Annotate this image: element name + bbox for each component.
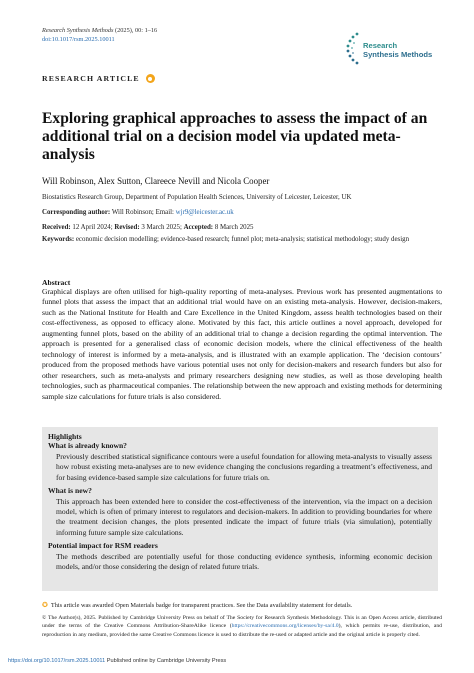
accepted-date: 8 March 2025	[213, 224, 254, 231]
abstract-text: Graphical displays are often utilised for high-quality reporting of meta-analyses. Previous work has presented augmentations to funnel plots that assess the impact that an additional trial would have on an existing meta-analysis. However, decision-makers, such as the National Institute for Health and Care Excellence in the United Kingdom, assess health technologies based on their cost-effectiveness, as opposed to efficacy alone. Motivated by this fact, this article outlines a novel approach, developed for augmenting funnel plots, based on the ability of an additional trial to change a decision regarding the optimal intervention. The approach is presented for a generalised class of economic decision models, where the clinical effectiveness of the health technology of interest is informed by a meta-analysis, and is illustrated with an example application. The ‘decision contours’ produced from the proposed methods have various potential uses not only for decision-makers and research funders but also for other researchers, such as meta-analysts and primary researchers designing new studies, as well as those developing health technologies, such as pharmaceutical companies. The relationship between the new approach and existing methods for determining sample size calculations for future trials is also considered.	[42, 287, 442, 401]
received-label: Received:	[42, 224, 71, 231]
article-title: Exploring graphical approaches to assess the impact of an additional trial on a decision model via updated meta-analysis	[42, 110, 428, 163]
article-type	[42, 74, 155, 83]
doi-link[interactable]: doi:10.1017/rsm.2025.10011	[42, 36, 115, 43]
known-text: Previously described statistical significance contours were a useful foundation for allowing meta-analysts to visually assess how robust existing meta-analyses are to new evidence changing the conclusions regarding a treatment’s effectiveness, and for basing evidence-based sample size calculations for future trials on.	[56, 452, 432, 482]
licence-link[interactable]: https://creativecommons.org/licenses/by-sa/4.0	[231, 623, 339, 630]
abstract-heading: Abstract	[42, 278, 71, 287]
new-heading: What is new?	[48, 485, 92, 495]
logo-line-1: Research	[363, 41, 398, 50]
open-access-icon	[146, 74, 155, 83]
accepted-label: Accepted:	[183, 224, 214, 231]
keywords-text: economic decision modelling; evidence-based research; funnel plot; meta-analysis; statistical methodology; study design	[74, 236, 410, 243]
new-text: This approach has been extended here to consider the cost-effectiveness of the intervention, via the impact on a decision model, which is often of primary interest to regulators and decision-makers. In addition to providing boundaries for where the treatment decision changes, the plots presented indicate the impact of future trials (via simulation), potentially informing future sample size calculations.	[56, 496, 432, 537]
highlights-box	[42, 427, 438, 591]
affiliation: Biostatistics Research Group, Department of Population Health Sciences, University of Leicester, Leicester, UK	[42, 194, 352, 201]
journal-name: Research Synthesis Methods	[42, 27, 114, 34]
journal-citation	[42, 26, 157, 44]
highlights-title: Highlights	[48, 432, 82, 441]
article-dates	[42, 223, 442, 234]
article-type-label: RESEARCH ARTICLE	[42, 74, 140, 83]
email-link[interactable]: wjr9@leicester.ac.uk	[175, 209, 234, 216]
known-heading: What is already known?	[48, 441, 127, 450]
open-materials-text: This article was awarded Open Materials badge for transparent practices. See the Data availability statement for details.	[50, 601, 353, 609]
journal-logo	[345, 30, 441, 70]
open-materials-note	[42, 601, 352, 609]
revised-date: 3 March 2025;	[139, 224, 184, 231]
open-materials-badge-icon: ✪	[42, 601, 48, 609]
logo-dots-icon	[345, 30, 365, 70]
page-footer	[8, 658, 226, 664]
footer-text: Published online by Cambridge University Press	[105, 658, 227, 664]
logo-line-2: Synthesis Methods	[363, 49, 433, 59]
revised-label: Revised:	[114, 224, 140, 231]
author-list: Will Robinson, Alex Sutton, Clareece Nevill and Nicola Cooper	[42, 176, 270, 186]
copyright-text-2: ), which permits re-use, distribution, and reproduction in any medium, provided the same Creative Commons licence is used to distribute the re-used or adapted article and the original article is properly cited.	[42, 623, 443, 638]
citation-volume: (2025), 00: 1–16	[113, 27, 158, 34]
received-date: 12 April 2024;	[70, 224, 115, 231]
corresponding-label: Corresponding author:	[42, 209, 111, 216]
footer-doi-link[interactable]: https://doi.org/10.1017/rsm.2025.10011	[8, 658, 106, 664]
keywords	[42, 235, 442, 246]
copyright-text-1: © The Author(s), 2025. Published by Cambridge University Press on behalf of The Society for Research Synthesis Methodology. This is an Open Access article, distributed under the terms of the Creative Commons Attribution-ShareAlike licence (	[42, 615, 442, 630]
copyright-notice	[42, 614, 442, 639]
corresponding-name: Will Robinson; Email:	[110, 209, 176, 216]
impact-heading: Potential impact for RSM readers	[48, 541, 158, 551]
impact-text: The methods described are potentially useful for those conducting evidence synthesis, informing economic decision models, and/or those considering the design of related future trials.	[56, 552, 432, 572]
corresponding-author	[42, 208, 442, 219]
keywords-label: Keywords:	[42, 236, 75, 243]
